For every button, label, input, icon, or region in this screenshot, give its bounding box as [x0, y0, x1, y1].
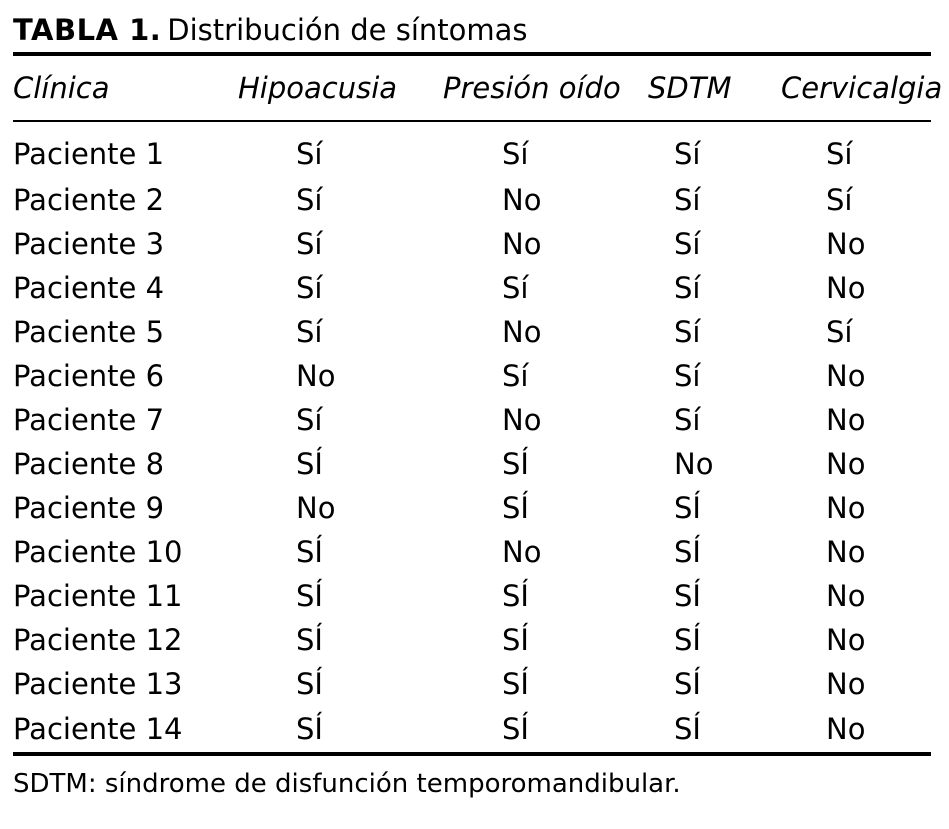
hipoacusia-cell: No — [296, 359, 336, 393]
header-clinica: Clínica — [13, 71, 110, 105]
header-cervicalgia: Cervicalgia — [781, 71, 943, 105]
table-row — [13, 574, 931, 618]
hipoacusia-cell: No — [296, 491, 336, 525]
cervicalgia-cell: No — [826, 403, 866, 437]
header-row — [13, 56, 931, 120]
hipoacusia-cell: SÍ — [296, 535, 323, 569]
cervicalgia-cell: No — [826, 535, 866, 569]
hipoacusia-cell: SÍ — [296, 667, 323, 701]
cervicalgia-cell: No — [826, 447, 866, 481]
presion-oido-cell: Sí — [502, 137, 529, 171]
header-sdtm: SDTM — [648, 71, 732, 105]
table-footnote: SDTM: síndrome de disfunción temporomandibular. — [13, 769, 681, 799]
presion-oido-cell: Sí — [502, 271, 529, 305]
sdtm-cell: SÍ — [674, 712, 701, 746]
patient-cell: Paciente 5 — [13, 315, 165, 349]
patient-cell: Paciente 7 — [13, 403, 165, 437]
patient-cell: Paciente 9 — [13, 491, 165, 525]
patient-cell: Paciente 10 — [13, 535, 183, 569]
presion-oido-cell: No — [502, 535, 542, 569]
header-hipoacusia: Hipoacusia — [238, 71, 398, 105]
table-row — [13, 310, 931, 354]
sdtm-cell: Sí — [674, 315, 701, 349]
bottom-rule — [13, 752, 931, 756]
table-title — [13, 10, 931, 52]
hipoacusia-cell: Sí — [296, 137, 323, 171]
presion-oido-cell: Sí — [502, 359, 529, 393]
table-label: TABLA 1. — [13, 13, 162, 47]
cervicalgia-cell: No — [826, 667, 866, 701]
patient-cell: Paciente 8 — [13, 447, 165, 481]
presion-oido-cell: No — [502, 403, 542, 437]
sdtm-cell: SÍ — [674, 579, 701, 613]
header-presion-oido: Presión oído — [443, 71, 621, 105]
patient-cell: Paciente 3 — [13, 227, 165, 261]
table-row — [13, 486, 931, 530]
symptom-distribution-table — [13, 10, 943, 802]
hipoacusia-cell: Sí — [296, 403, 323, 437]
presion-oido-cell: No — [502, 315, 542, 349]
cervicalgia-cell: Sí — [826, 137, 853, 171]
table-row — [13, 266, 931, 310]
patient-cell: Paciente 13 — [13, 667, 183, 701]
presion-oido-cell: SÍ — [502, 667, 529, 701]
sdtm-cell: SÍ — [674, 667, 701, 701]
hipoacusia-cell: SÍ — [296, 712, 323, 746]
patient-cell: Paciente 4 — [13, 271, 165, 305]
table-row — [13, 122, 931, 178]
sdtm-cell: SÍ — [674, 491, 701, 525]
patient-cell: Paciente 12 — [13, 623, 183, 657]
table-row — [13, 354, 931, 398]
sdtm-cell: Sí — [674, 403, 701, 437]
data-table-body — [13, 122, 931, 752]
cervicalgia-cell: No — [826, 712, 866, 746]
hipoacusia-cell: Sí — [296, 227, 323, 261]
table-row — [13, 222, 931, 266]
cervicalgia-cell: No — [826, 227, 866, 261]
hipoacusia-cell: Sí — [296, 271, 323, 305]
sdtm-cell: Sí — [674, 271, 701, 305]
presion-oido-cell: SÍ — [502, 579, 529, 613]
table-row — [13, 618, 931, 662]
cervicalgia-cell: No — [826, 491, 866, 525]
presion-oido-cell: SÍ — [502, 712, 529, 746]
cervicalgia-cell: No — [826, 579, 866, 613]
hipoacusia-cell: SÍ — [296, 623, 323, 657]
sdtm-cell: SÍ — [674, 623, 701, 657]
sdtm-cell: Sí — [674, 359, 701, 393]
patient-cell: Paciente 14 — [13, 712, 183, 746]
hipoacusia-cell: Sí — [296, 315, 323, 349]
hipoacusia-cell: SÍ — [296, 447, 323, 481]
patient-cell: Paciente 1 — [13, 137, 165, 171]
data-table — [13, 56, 943, 120]
table-row — [13, 706, 931, 752]
cervicalgia-cell: Sí — [826, 315, 853, 349]
sdtm-cell: No — [674, 447, 714, 481]
table-row — [13, 178, 931, 222]
hipoacusia-cell: Sí — [296, 183, 323, 217]
hipoacusia-cell: SÍ — [296, 579, 323, 613]
patient-cell: Paciente 2 — [13, 183, 165, 217]
patient-cell: Paciente 6 — [13, 359, 165, 393]
cervicalgia-cell: Sí — [826, 183, 853, 217]
patient-cell: Paciente 11 — [13, 579, 183, 613]
cervicalgia-cell: No — [826, 623, 866, 657]
table-title-text: Distribución de síntomas — [167, 13, 528, 47]
cervicalgia-cell: No — [826, 271, 866, 305]
presion-oido-cell: SÍ — [502, 491, 529, 525]
table-body — [13, 122, 931, 752]
cervicalgia-cell: No — [826, 359, 866, 393]
presion-oido-cell: SÍ — [502, 623, 529, 657]
sdtm-cell: Sí — [674, 183, 701, 217]
presion-oido-cell: No — [502, 183, 542, 217]
presion-oido-cell: SÍ — [502, 447, 529, 481]
sdtm-cell: Sí — [674, 137, 701, 171]
table-row — [13, 662, 931, 706]
table-row — [13, 398, 931, 442]
presion-oido-cell: No — [502, 227, 542, 261]
table-row — [13, 442, 931, 486]
table-row — [13, 530, 931, 574]
sdtm-cell: Sí — [674, 227, 701, 261]
sdtm-cell: SÍ — [674, 535, 701, 569]
table-header — [13, 56, 943, 120]
